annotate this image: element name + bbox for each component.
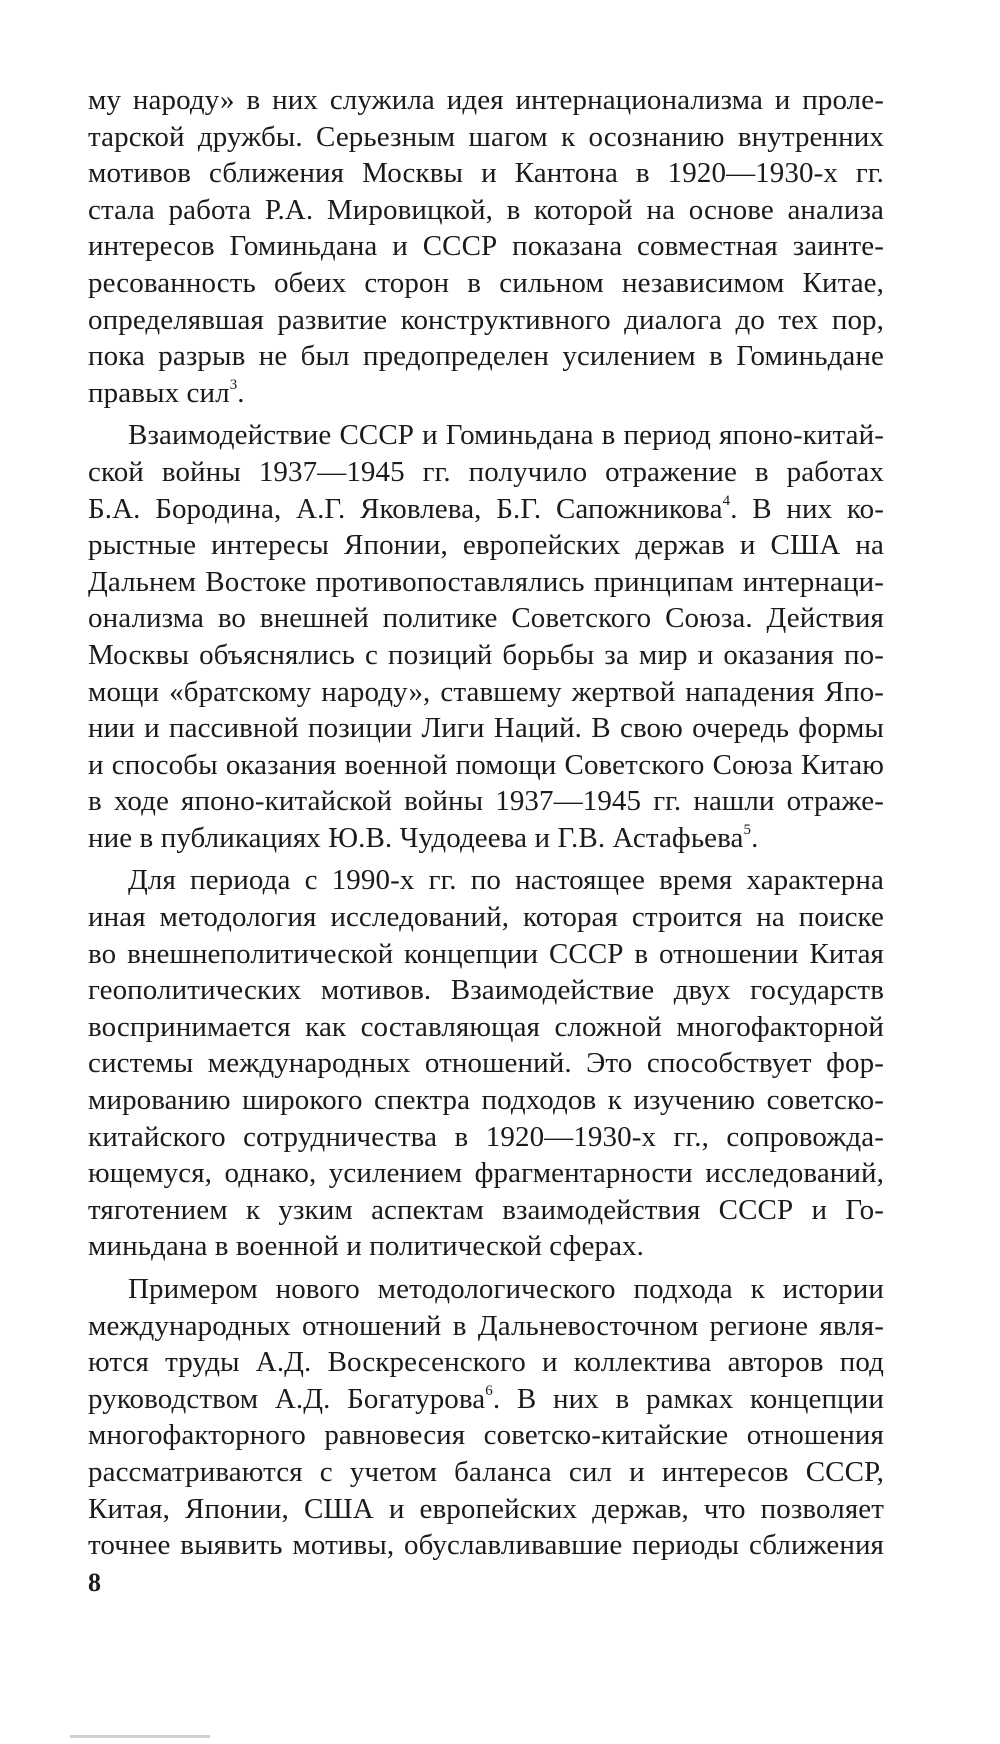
- text-line: [88, 1344, 884, 1381]
- paragraph: [88, 417, 884, 856]
- text-line: [88, 1491, 884, 1528]
- footnote-reference: 5: [743, 822, 752, 839]
- line-text: тяготением к узким аспектам взаимодействия СССР и Го-: [88, 1193, 884, 1226]
- text-line: [88, 375, 884, 412]
- line-text: рыстные интересы Японии, европейских держав и США на: [88, 529, 884, 562]
- text-line: [88, 1271, 884, 1308]
- text-line: [88, 564, 884, 601]
- text-line: [88, 417, 884, 454]
- line-text: ющемуся, однако, усилением фрагментарности исследований,: [88, 1157, 884, 1190]
- line-text: правых сил: [88, 376, 230, 409]
- line-text: ние в публикациях Ю.В. Чудодеева и Г.В. Астафьева: [88, 821, 744, 854]
- line-text: рассматриваются с учетом баланса сил и интересов СССР,: [88, 1455, 884, 1488]
- text-line: [88, 82, 884, 119]
- text-line: [88, 1381, 884, 1418]
- line-text-continuation: .: [237, 376, 245, 409]
- text-line: [88, 783, 884, 820]
- text-line: [88, 936, 884, 973]
- line-text: многофакторного равновесия советско-китайские отношения: [88, 1419, 884, 1452]
- line-text: му народу» в них служила идея интернационализма и проле-: [88, 84, 884, 116]
- line-text: миньдана в военной и политической сферах.: [88, 1230, 644, 1263]
- text-line: [88, 820, 884, 857]
- line-text: китайского сотрудничества в 1920—1930-х гг., сопровожда-: [88, 1120, 884, 1153]
- line-text: нии и пассивной позиции Лиги Наций. В свою очередь формы: [88, 712, 884, 745]
- text-line: [88, 1308, 884, 1345]
- line-text: мированию широкого спектра подходов к изучению советско-: [88, 1084, 884, 1117]
- text-line: [88, 1228, 884, 1265]
- text-line: [88, 1155, 884, 1192]
- scan-edge-mark: [70, 1735, 210, 1738]
- text-line: [88, 862, 884, 899]
- line-text: в ходе японо-китайской войны 1937—1945 гг. нашли отраже-: [88, 785, 884, 818]
- line-text: определявшая развитие конструктивного диалога до тех пор,: [88, 303, 884, 336]
- text-line: [88, 1192, 884, 1229]
- line-text: пока разрыв не был предопределен усилением в Гоминьдане: [88, 340, 884, 373]
- text-line: [88, 1417, 884, 1454]
- text-line: [88, 637, 884, 674]
- text-line: [88, 1009, 884, 1046]
- line-text: точнее выявить мотивы, обуславливавшие периоды сближения: [88, 1529, 884, 1562]
- text-line: [88, 600, 884, 637]
- line-text: Б.А. Бородина, А.Г. Яковлева, Б.Г. Сапожникова: [88, 492, 723, 525]
- paragraph: [88, 862, 884, 1265]
- line-text: ресованность обеих сторон в сильном независимом Китае,: [88, 266, 884, 299]
- line-text: Китая, Японии, США и европейских держав, что позволяет: [88, 1492, 884, 1525]
- text-line: [88, 1082, 884, 1119]
- line-text-continuation: . В них ко-: [730, 492, 884, 525]
- text-line: [88, 338, 884, 375]
- line-text: Взаимодействие СССР и Гоминьдана в период японо-китай-: [128, 419, 884, 452]
- text-line: [88, 710, 884, 747]
- line-text: и способы оказания военной помощи Советского Союза Китаю: [88, 748, 884, 781]
- line-text: геополитических мотивов. Взаимодействие двух государств: [88, 974, 884, 1007]
- line-text: Дальнем Востоке противопоставлялись принципам интернаци-: [88, 565, 884, 598]
- line-text: ются труды А.Д. Воскресенского и коллектива авторов под: [88, 1346, 884, 1379]
- line-text: интересов Гоминьдана и СССР показана совместная заинте-: [88, 230, 884, 263]
- line-text-continuation: .: [751, 821, 759, 854]
- text-line: [88, 192, 884, 229]
- line-text-continuation: . В них в рамках концепции: [492, 1382, 885, 1415]
- text-line: [88, 1527, 884, 1564]
- text-line: [88, 972, 884, 1009]
- line-text: ской войны 1937—1945 гг. получило отражение в работах: [88, 455, 884, 488]
- text-line: [88, 265, 884, 302]
- footnote-reference: 6: [485, 1383, 493, 1400]
- line-text: Москвы объяснялись с позиций борьбы за мир и оказания по-: [88, 638, 884, 671]
- page-body: [88, 82, 884, 1564]
- text-line: [88, 155, 884, 192]
- text-line: [88, 1119, 884, 1156]
- line-text: мотивов сближения Москвы и Кантона в 1920—1930-х гг.: [88, 157, 884, 190]
- line-text: международных отношений в Дальневосточном регионе явля-: [88, 1309, 884, 1342]
- text-line: [88, 899, 884, 936]
- line-text: стала работа Р.А. Мировицкой, в которой на основе анализа: [88, 193, 884, 226]
- text-line: [88, 454, 884, 491]
- text-line: [88, 1454, 884, 1491]
- line-text: иная методология исследований, которая строится на поиске: [88, 901, 884, 934]
- text-line: [88, 747, 884, 784]
- text-line: [88, 228, 884, 265]
- line-text: воспринимается как составляющая сложной многофакторной: [88, 1010, 884, 1043]
- paragraph: [88, 82, 884, 411]
- paragraph: [88, 1271, 884, 1564]
- text-line: [88, 491, 884, 528]
- line-text: во внешнеполитической концепции СССР в отношении Китая: [88, 937, 884, 970]
- line-text: онализма во внешней политике Советского Союза. Действия: [88, 602, 884, 635]
- footnote-reference: 3: [229, 377, 238, 394]
- line-text: мощи «братскому народу», ставшему жертвой нападения Япо-: [88, 675, 884, 708]
- line-text: Для периода с 1990-х гг. по настоящее время характерна: [128, 864, 884, 897]
- page-number: 8: [88, 1568, 101, 1597]
- text-line: [88, 119, 884, 156]
- text-line: [88, 302, 884, 339]
- footnote-reference: 4: [722, 492, 731, 509]
- line-text: руководством А.Д. Богатурова: [88, 1382, 486, 1415]
- line-text: тарской дружбы. Серьезным шагом к осознанию внутренних: [88, 120, 884, 153]
- line-text: системы международных отношений. Это способствует фор-: [88, 1047, 884, 1080]
- text-line: [88, 674, 884, 711]
- line-text: Примером нового методологического подхода к истории: [128, 1273, 884, 1305]
- text-line: [88, 1045, 884, 1082]
- text-line: [88, 527, 884, 564]
